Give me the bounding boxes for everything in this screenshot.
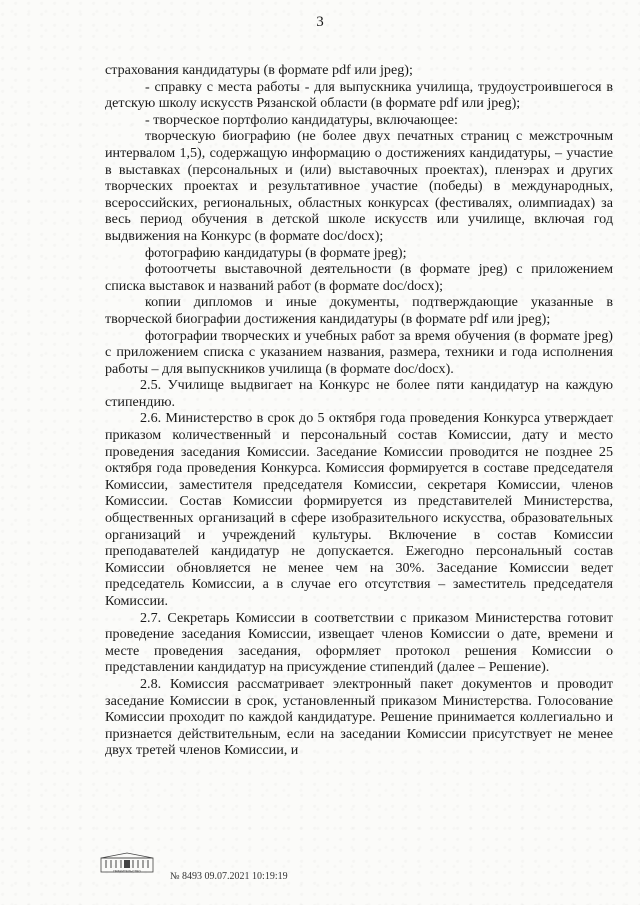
paragraph: - справку с места работы - для выпускника училища, трудоустроившегося в детскую школу искусств Рязанской области (в формате pdf или jpeg); — [105, 78, 613, 112]
paragraph: 2.6. Министерство в срок до 5 октября года проведения Конкурса утверждает приказом количественный и персональный состав Комиссии, дату и место проведения заседания Комиссии. Заседание Комиссии проводится не позднее 25 октября года проведения Конкурса. Комиссия формируется в составе председателя Комиссии, заместителя председателя Комиссии, секретаря Комиссии, членов Комиссии. Состав Комиссии формируется из представителей Министерства, общественных организаций в сфере изобразительного искусства, образовательных организаций и учреждений культуры. Включение в состав Комиссии преподавателей кандидатур не допускается. Ежегодно персональный состав Комиссии обновляется не менее чем на 30%. Заседание Комиссии ведет председатель Комиссии, а в случае его отсутствия – заместитель председателя Комиссии. — [105, 410, 613, 609]
paragraph: - творческое портфолио кандидатуры, включающее: — [145, 111, 458, 128]
paragraph: копии дипломов и иные документы, подтверждающие указанные в творческой биографии достижения кандидатуры (в формате pdf или jpeg); — [105, 294, 613, 327]
paragraph: фотографии творческих и учебных работ за время обучения (в формате jpeg) с приложением списка с указанием названия, размера, техники и года исполнения работы – для выпускников училища (в формате doc/docx). — [105, 327, 613, 377]
document-footer — [100, 852, 320, 892]
paragraph: 2.7. Секретарь Комиссии в соответствии с приказом Министерства готовит проведение заседания Комиссии, извещает членов Комиссии о дате, времени и месте проведения заседания, оформляет протокол решения Комиссии о представлении кандидатур на присуждение стипендий (далее – Решение). — [105, 609, 613, 676]
registration-stamp: № 8493 09.07.2021 10:19:19 — [170, 871, 288, 882]
paragraph: фотографию кандидатуры (в формате jpeg); — [145, 244, 407, 261]
paragraph: страхования кандидатуры (в формате pdf или jpeg); — [105, 62, 413, 78]
paragraph: 2.5. Училище выдвигает на Конкурс не более пяти кандидатур на каждую стипендию. — [105, 377, 613, 410]
page-number: 3 — [316, 14, 324, 30]
seal-caption: ПРАВИТЕЛЬСТВО — [113, 869, 141, 874]
paragraph: 2.8. Комиссия рассматривает электронный пакет документов и проводит заседание Комиссии в срок, установленный приказом Министерства. Голосование Комиссии проходит по каждой кандидатуре. Решение принимается коллегиально и признается действительным, если на заседании Комиссии присутствует не менее двух третей членов Комиссии, и — [105, 675, 613, 759]
paragraph: фотоотчеты выставочной деятельности (в формате jpeg) с приложением списка выставок и названий работ (в формате doc/docx); — [105, 261, 613, 294]
government-building-icon — [100, 852, 154, 874]
paragraph: творческую биографию (не более двух печатных страниц с межстрочным интервалом 1,5), содержащую информацию о достижениях кандидатуры, – участие в выставках (персональных и (или) выставочных проектах), пленэрах и других творческих проектах и результативное участие (победы) в международных, всероссийских, региональных, областных конкурсах (фестивалях, олимпиадах) за весь период обучения в детской школе искусств или училище, включая год выдвижения на Конкурс (в формате doc/docx); — [105, 128, 613, 244]
document-body — [105, 62, 613, 759]
